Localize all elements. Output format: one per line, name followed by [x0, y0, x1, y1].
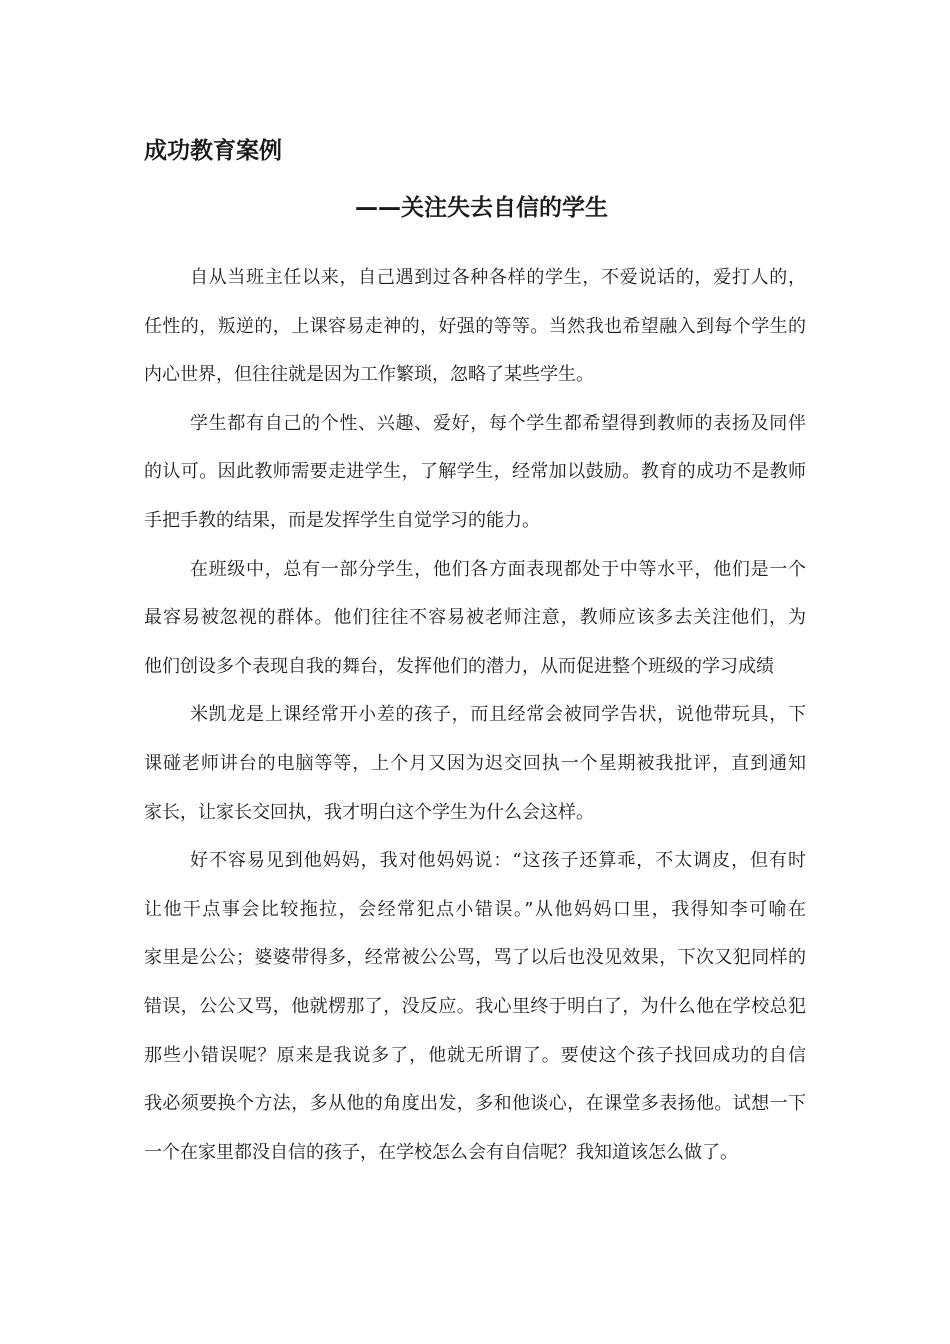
paragraph-5-line-4: 错误，公公又骂，他就楞那了，没反应。我心里终于明白了，为什么他在学校总犯 — [144, 995, 806, 1017]
paragraph-1-line-2: 任性的，叛逆的，上课容易走神的，好强的等等。当然我也希望融入到每个学生的 — [144, 315, 806, 337]
paragraph-5-line-1: 好不容易见到他妈妈，我对他妈妈说：“这孩子还算乖，不太调皮，但有时 — [190, 850, 806, 872]
paragraph-4-line-1: 米凯龙是上课经常开小差的孩子，而且经常会被同学告状，说他带玩具，下 — [190, 704, 806, 726]
paragraph-1-line-3: 内心世界，但往往就是因为工作繁琐，忽略了某些学生。 — [144, 364, 594, 386]
paragraph-2-line-1: 学生都有自己的个性、兴趣、爱好，每个学生都希望得到教师的表扬及同伴 — [190, 412, 806, 434]
paragraph-1-line-1: 自从当班主任以来，自己遇到过各种各样的学生，不爱说话的，爱打人的， — [190, 267, 806, 288]
paragraph-3-line-1: 在班级中，总有一部分学生，他们各方面表现都处于中等水平，他们是一个 — [190, 558, 806, 580]
document-subtitle: ——关注失去自信的学生 — [355, 195, 608, 221]
document-title: 成功教育案例 — [144, 138, 282, 164]
paragraph-5-line-5: 那些小错误呢？原来是我说多了，他就无所谓了。要使这个孩子找回成功的自信 — [144, 1044, 806, 1066]
document-body — [144, 263, 806, 1186]
paragraph-5-line-7: 一个在家里都没自信的孩子，在学校怎么会有自信呢？我知道该怎么做了。 — [144, 1141, 738, 1163]
paragraph-3-line-3: 他们创设多个表现自我的舞台，发挥他们的潜力，从而促进整个班级的学习成绩 — [144, 655, 774, 677]
paragraph-2-line-2: 的认可。因此教师需要走进学生，了解学生，经常加以鼓励。教育的成功不是教师 — [144, 461, 806, 483]
paragraph-4-line-3: 家长，让家长交回执，我才明白这个学生为什么会这样。 — [144, 801, 594, 823]
paragraph-2-line-3: 手把手教的结果，而是发挥学生自觉学习的能力。 — [144, 509, 540, 531]
paragraph-5-line-6: 我必须要换个方法，多从他的角度出发，多和他谈心，在课堂多表扬他。试想一下 — [144, 1093, 806, 1115]
paragraph-5-line-3: 家里是公公；婆婆带得多，经常被公公骂，骂了以后也没见效果，下次又犯同样的 — [144, 947, 806, 969]
paragraph-4-line-2: 课碰老师讲台的电脑等等，上个月又因为迟交回执一个星期被我批评，直到通知 — [144, 752, 806, 774]
paragraph-5-line-2: 让他干点事会比较拖拉，会经常犯点小错误。”从他妈妈口里，我得知李可喻在 — [144, 898, 806, 920]
paragraph-3-line-2: 最容易被忽视的群体。他们往往不容易被老师注意，教师应该多去关注他们，为 — [144, 607, 806, 629]
